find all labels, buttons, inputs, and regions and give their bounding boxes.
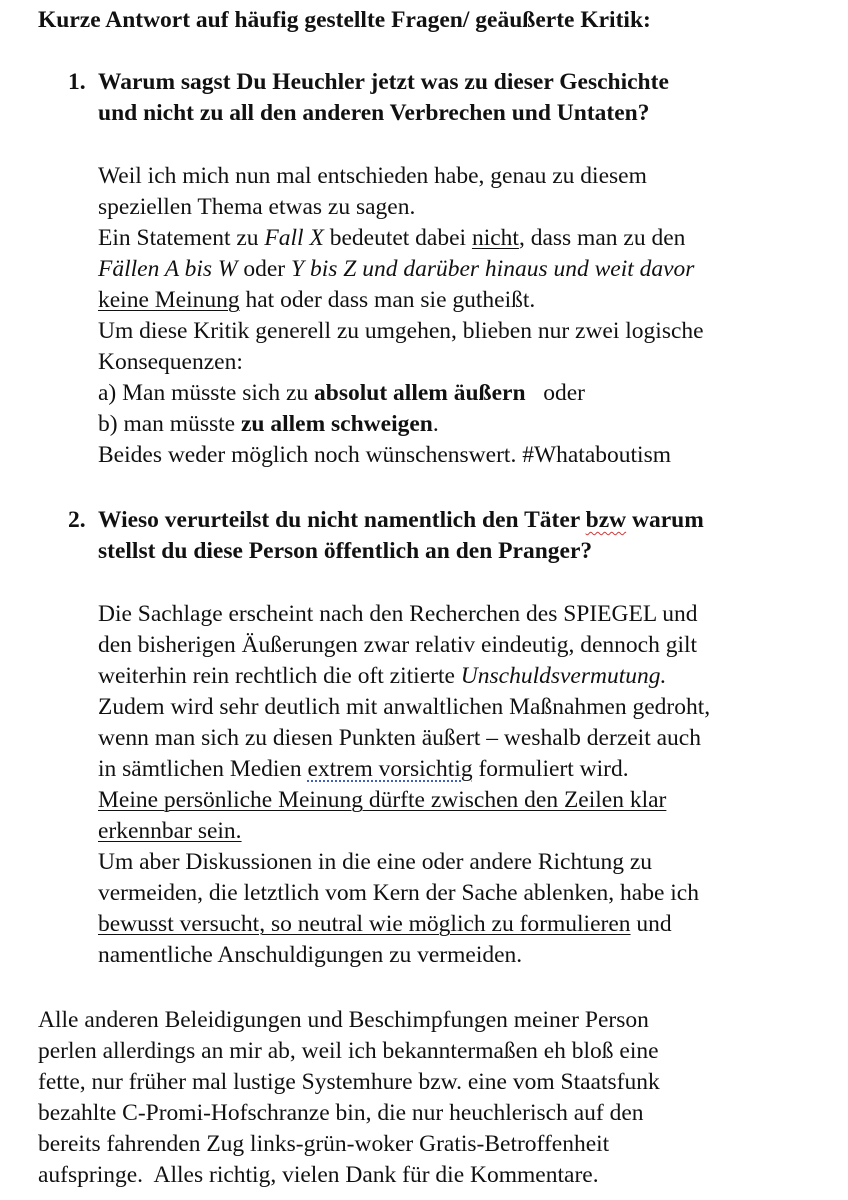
question-2-number: 2. — [68, 507, 86, 533]
spellcheck-bzw: bzw — [585, 507, 627, 533]
question-2-line-1: Wieso verurteilst du nicht namentlich den Täter bzw warum — [98, 507, 704, 533]
answer-1-line: Weil ich mich nun mal entschieden habe, genau zu diesem — [98, 163, 647, 189]
question-1-line-1: Warum sagst Du Heuchler jetzt was zu dieser Geschichte — [98, 69, 669, 95]
answer-2-line: wenn man sich zu diesen Punkten äußert – weshalb derzeit auch — [98, 725, 701, 751]
answer-1-option-b: b) man müsste zu allem schweigen. — [98, 411, 439, 437]
question-2 — [98, 505, 818, 567]
answer-2-line: Die Sachlage erscheint nach den Recherchen des SPIEGEL und — [98, 601, 698, 627]
closing-paragraph — [38, 1005, 660, 1191]
answer-2-line: in sämtlichen Medien extrem vorsichtig formuliert wird. — [98, 756, 629, 782]
answer-1-line: keine Meinung hat oder dass man sie gutheißt. — [98, 287, 536, 313]
answer-1-line: Ein Statement zu Fall X bedeutet dabei nicht, dass man zu den — [98, 225, 686, 251]
grammar-check-extrem-vorsichtig: extrem vorsichtig — [307, 756, 473, 782]
closing-line: bereits fahrenden Zug links-grün-woker Gratis-Betroffenheit — [38, 1131, 610, 1157]
answer-1-line: Beides weder möglich noch wünschenswert. #Whataboutism — [98, 442, 671, 468]
question-2-line-2: stellst du diese Person öffentlich an den Pranger? — [98, 538, 593, 564]
answer-2-line: bewusst versucht, so neutral wie möglich zu formulieren und — [98, 911, 672, 937]
answer-1 — [98, 161, 818, 471]
answer-2-line: Um aber Diskussionen in die eine oder andere Richtung zu — [98, 849, 653, 875]
closing-line: bezahlte C-Promi-Hofschranze bin, die nur heuchlerisch auf den — [38, 1100, 644, 1126]
closing-line: Alle anderen Beleidigungen und Beschimpfungen meiner Person — [38, 1007, 649, 1033]
question-1-line-2: und nicht zu all den anderen Verbrechen und Untaten? — [98, 100, 650, 126]
answer-2-line: Meine persönliche Meinung dürfte zwischen den Zeilen klar — [98, 787, 667, 813]
answer-2-line: namentliche Anschuldigungen zu vermeiden. — [98, 942, 523, 968]
answer-1-option-a: a) Man müsste sich zu absolut allem äußern oder — [98, 380, 585, 406]
answer-1-line: Konsequenzen: — [98, 349, 243, 375]
question-1-number: 1. — [68, 69, 86, 95]
keine-meinung-underlined: keine Meinung — [98, 287, 240, 313]
nicht-underlined: nicht — [471, 225, 519, 251]
answer-2-line: Zudem wird sehr deutlich mit anwaltlichen Maßnahmen gedroht, — [98, 694, 711, 720]
answer-1-line: Um diese Kritik generell zu umgehen, blieben nur zwei logische — [98, 318, 704, 344]
answer-2-line: weiterhin rein rechtlich die oft zitierte Unschuldsvermutung. — [98, 663, 667, 689]
answer-1-line: speziellen Thema etwas zu sagen. — [98, 194, 416, 220]
answer-2-line: den bisherigen Äußerungen zwar relativ eindeutig, dennoch gilt — [98, 632, 698, 658]
closing-line: fette, nur früher mal lustige Systemhure bzw. eine vom Staatsfunk — [38, 1069, 660, 1095]
closing-line: aufspringe. Alles richtig, vielen Dank für die Kommentare. — [38, 1162, 599, 1188]
answer-1-line: Fällen A bis W oder Y bis Z und darüber hinaus und weit davor — [98, 256, 695, 282]
fall-x-italic: Fall X — [264, 225, 324, 251]
answer-2 — [98, 599, 818, 971]
answer-2-line: erkennbar sein. — [98, 818, 242, 844]
document-title: Kurze Antwort auf häufig gestellte Fragen/ geäußerte Kritik: — [38, 7, 651, 33]
answer-2-line: vermeiden, die letztlich vom Kern der Sache ablenken, habe ich — [98, 880, 699, 906]
closing-line: perlen allerdings an mir ab, weil ich bekanntermaßen eh bloß eine — [38, 1038, 659, 1064]
question-1 — [98, 67, 818, 129]
